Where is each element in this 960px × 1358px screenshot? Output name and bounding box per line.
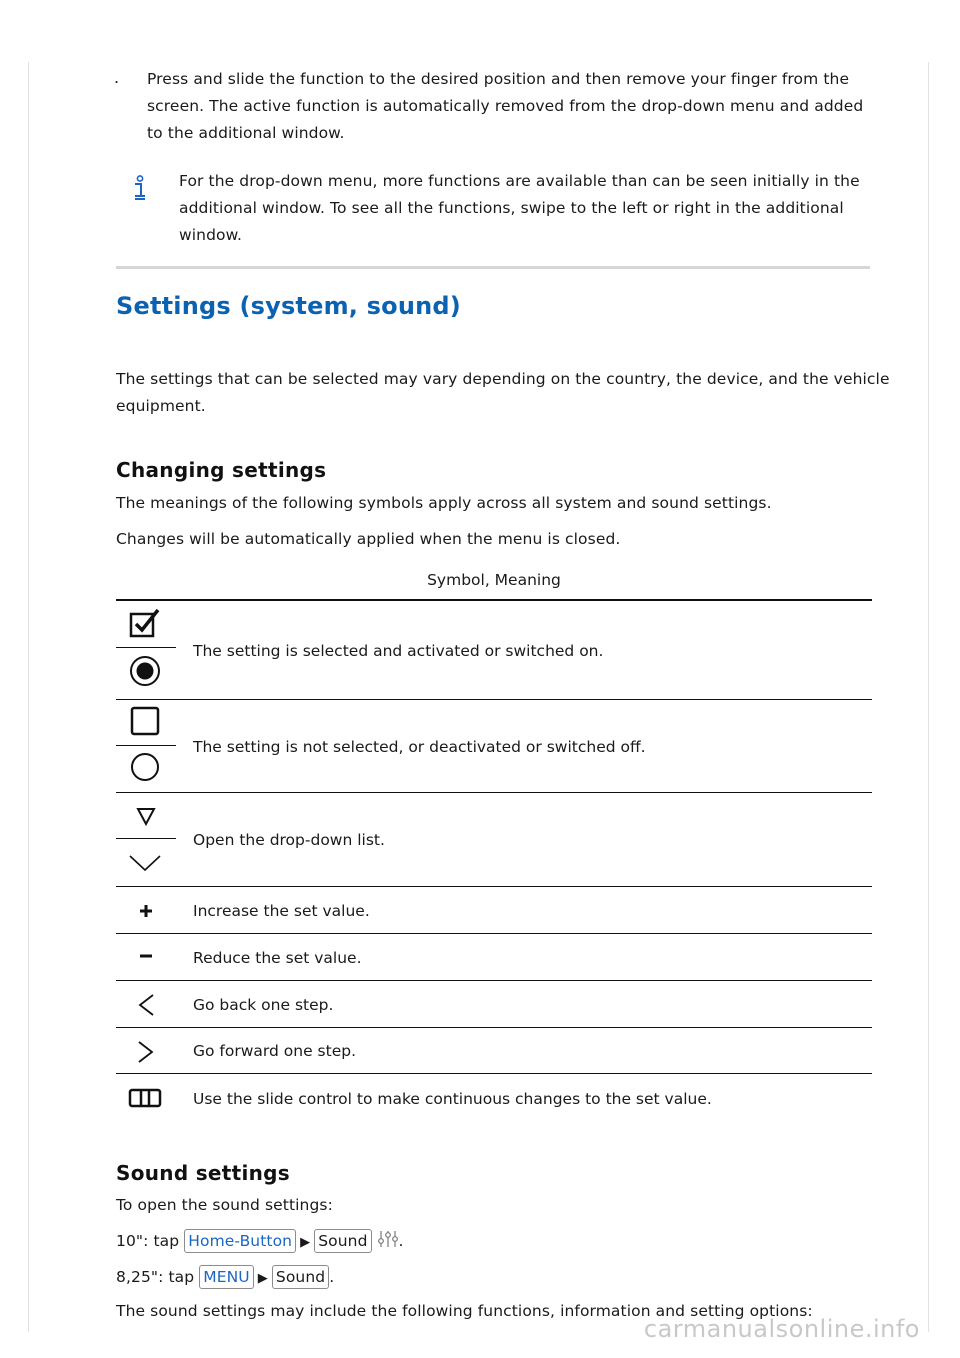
sound-button[interactable]: Sound: [314, 1229, 371, 1253]
row-divider: [116, 1073, 872, 1074]
arrow-right-icon: ▶: [300, 1235, 311, 1250]
row-divider: [116, 1027, 872, 1028]
changing-settings-heading: Changing settings: [116, 458, 327, 482]
sound-825-suffix: .: [329, 1268, 335, 1286]
note-line-1: For the drop-down menu, more functions are available than can be seen initially in the: [179, 172, 860, 190]
changing-settings-p2: Changes will be automatically applied when the menu is closed.: [116, 530, 621, 548]
sound-10-inch-line: [116, 1228, 404, 1256]
triangle-down-icon: [136, 806, 156, 826]
row-6-meaning: Go back one step.: [193, 996, 334, 1014]
page-border-left: [28, 62, 29, 1332]
info-icon: [132, 175, 148, 201]
section-intro-line-2: equipment.: [116, 397, 206, 415]
row-2-icon-divider: [116, 745, 176, 746]
sound-825-prefix: 8,25": tap: [116, 1268, 195, 1286]
row-3-icon-divider: [116, 838, 176, 839]
chevron-down-icon: [128, 853, 162, 873]
checkbox-checked-icon: [129, 608, 161, 638]
row-divider: [116, 886, 872, 887]
home-button[interactable]: Home-Button: [184, 1229, 296, 1253]
note-line-2: additional window. To see all the functions, swipe to the left or right in the additional: [179, 199, 844, 217]
section-divider: [116, 266, 870, 269]
step-text-line-1: Press and slide the function to the desired position and then remove your finger from the: [147, 70, 850, 88]
row-7-meaning: Go forward one step.: [193, 1042, 356, 1060]
note-line-3: window.: [179, 226, 243, 244]
section-title: Settings (system, sound): [116, 292, 461, 320]
radio-empty-icon: [130, 752, 160, 782]
chevron-right-icon: [137, 1040, 155, 1064]
row-divider: [116, 933, 872, 934]
minus-icon: [139, 952, 153, 960]
sound-10-suffix: .: [398, 1232, 404, 1250]
equalizer-icon: [377, 1229, 399, 1249]
watermark: carmanualsonline.info: [643, 1315, 920, 1343]
radio-selected-icon: [129, 655, 161, 687]
row-3-meaning: Open the drop-down list.: [193, 831, 385, 849]
row-4-meaning: Increase the set value.: [193, 902, 370, 920]
row-1-meaning: The setting is selected and activated or switched on.: [193, 642, 604, 660]
table-top-rule: [116, 599, 872, 601]
arrow-right-icon: ▶: [257, 1271, 268, 1286]
checkbox-empty-icon: [130, 706, 160, 736]
section-intro-line-1: The settings that can be selected may vary depending on the country, the device, and the vehicle: [116, 370, 890, 388]
step-text-line-3: to the additional window.: [147, 124, 345, 142]
sound-settings-heading: Sound settings: [116, 1161, 291, 1185]
sound-button[interactable]: Sound: [272, 1265, 329, 1289]
step-bullet: .: [114, 68, 120, 87]
row-divider: [116, 980, 872, 981]
chevron-left-icon: [137, 993, 155, 1017]
row-2-meaning: The setting is not selected, or deactivated or switched off.: [193, 738, 646, 756]
row-5-meaning: Reduce the set value.: [193, 949, 362, 967]
sound-825-inch-line: [116, 1264, 334, 1292]
table-caption: Symbol, Meaning: [427, 571, 561, 589]
slider-icon: [128, 1087, 162, 1109]
sound-functions-text: The sound settings may include the following functions, information and setting options:: [116, 1302, 813, 1320]
page-border-right: [928, 62, 929, 1332]
row-divider: [116, 792, 872, 793]
row-8-meaning: Use the slide control to make continuous changes to the set value.: [193, 1090, 712, 1108]
menu-button[interactable]: MENU: [199, 1265, 254, 1289]
sound-open-text: To open the sound settings:: [116, 1196, 333, 1214]
step-text-line-2: screen. The active function is automatically removed from the drop-down menu and added: [147, 97, 864, 115]
changing-settings-p1: The meanings of the following symbols apply across all system and sound settings.: [116, 494, 772, 512]
row-divider: [116, 699, 872, 700]
sound-10-prefix: 10": tap: [116, 1232, 180, 1250]
row-1-icon-divider: [116, 647, 176, 648]
plus-icon: [139, 904, 153, 918]
